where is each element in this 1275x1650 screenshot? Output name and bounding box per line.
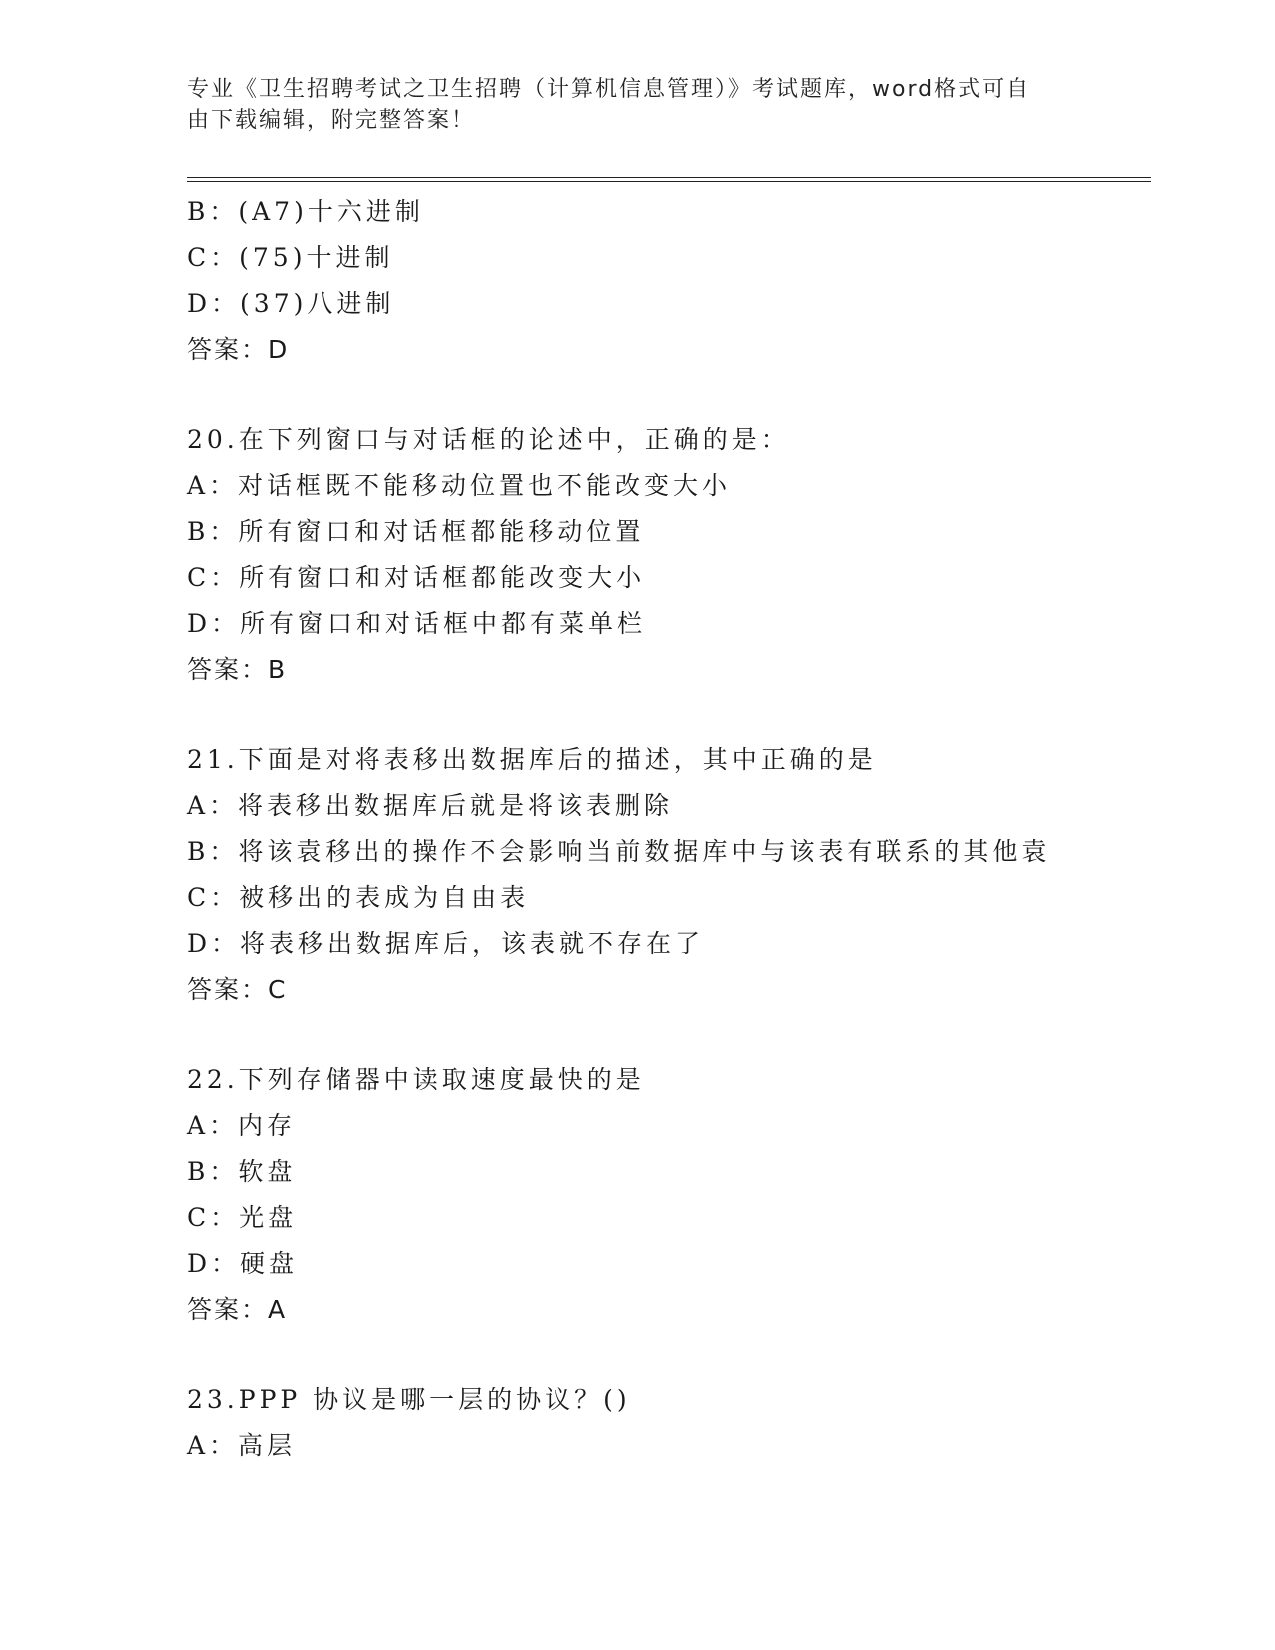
option-c: C：所有窗口和对话框都能改变大小: [187, 563, 646, 592]
header-line-1: 专业《卫生招聘考试之卫生招聘（计算机信息管理）》考试题库，word格式可自: [187, 77, 1031, 102]
question-21: [187, 737, 1147, 1013]
question-title: 23.PPP 协议是哪一层的协议？(): [187, 1385, 631, 1414]
header-line-2: 由下载编辑，附完整答案！: [187, 108, 476, 133]
option-a: A：内存: [187, 1111, 297, 1140]
option-a: A：对话框既不能移动位置也不能改变大小: [187, 471, 732, 500]
answer-label: 答案：B: [187, 655, 288, 684]
option-b: B：所有窗口和对话框都能移动位置: [187, 517, 645, 546]
option-d: D：硬盘: [187, 1249, 299, 1278]
option-d: D：将表移出数据库后，该表就不存在了: [187, 929, 705, 958]
option-c: C：被移出的表成为自由表: [187, 883, 530, 912]
option-a: A：高层: [187, 1431, 297, 1460]
spacer: [187, 373, 1147, 417]
question-list: [187, 189, 1147, 1469]
document-header: [187, 74, 1067, 136]
answer-label: 答案：D: [187, 335, 290, 364]
question-23: [187, 1377, 1147, 1469]
option-b: B：将该袁移出的操作不会影响当前数据库中与该表有联系的其他袁: [187, 837, 1051, 866]
answer-label: 答案：C: [187, 975, 288, 1004]
question-20: [187, 417, 1147, 693]
spacer: [187, 1333, 1147, 1377]
option-d: D：(37)八进制: [187, 289, 395, 318]
spacer: [187, 693, 1147, 737]
header-divider-top: [187, 177, 1151, 178]
option-b: B：软盘: [187, 1157, 297, 1186]
option-d: D：所有窗口和对话框中都有菜单栏: [187, 609, 647, 638]
option-b: B：(A7)十六进制: [187, 197, 424, 226]
header-divider-bottom: [187, 181, 1151, 182]
option-c: C：光盘: [187, 1203, 298, 1232]
answer-label: 答案：A: [187, 1295, 288, 1324]
question-title: 22.下列存储器中读取速度最快的是: [187, 1065, 645, 1094]
question-22: [187, 1057, 1147, 1333]
option-a: A：将表移出数据库后就是将该表删除: [187, 791, 674, 820]
question-title: 21.下面是对将表移出数据库后的描述，其中正确的是: [187, 745, 877, 774]
question-19-continued: [187, 189, 1147, 373]
question-title: 20.在下列窗口与对话框的论述中，正确的是：: [187, 425, 790, 454]
spacer: [187, 1013, 1147, 1057]
option-c: C：(75)十进制: [187, 243, 394, 272]
